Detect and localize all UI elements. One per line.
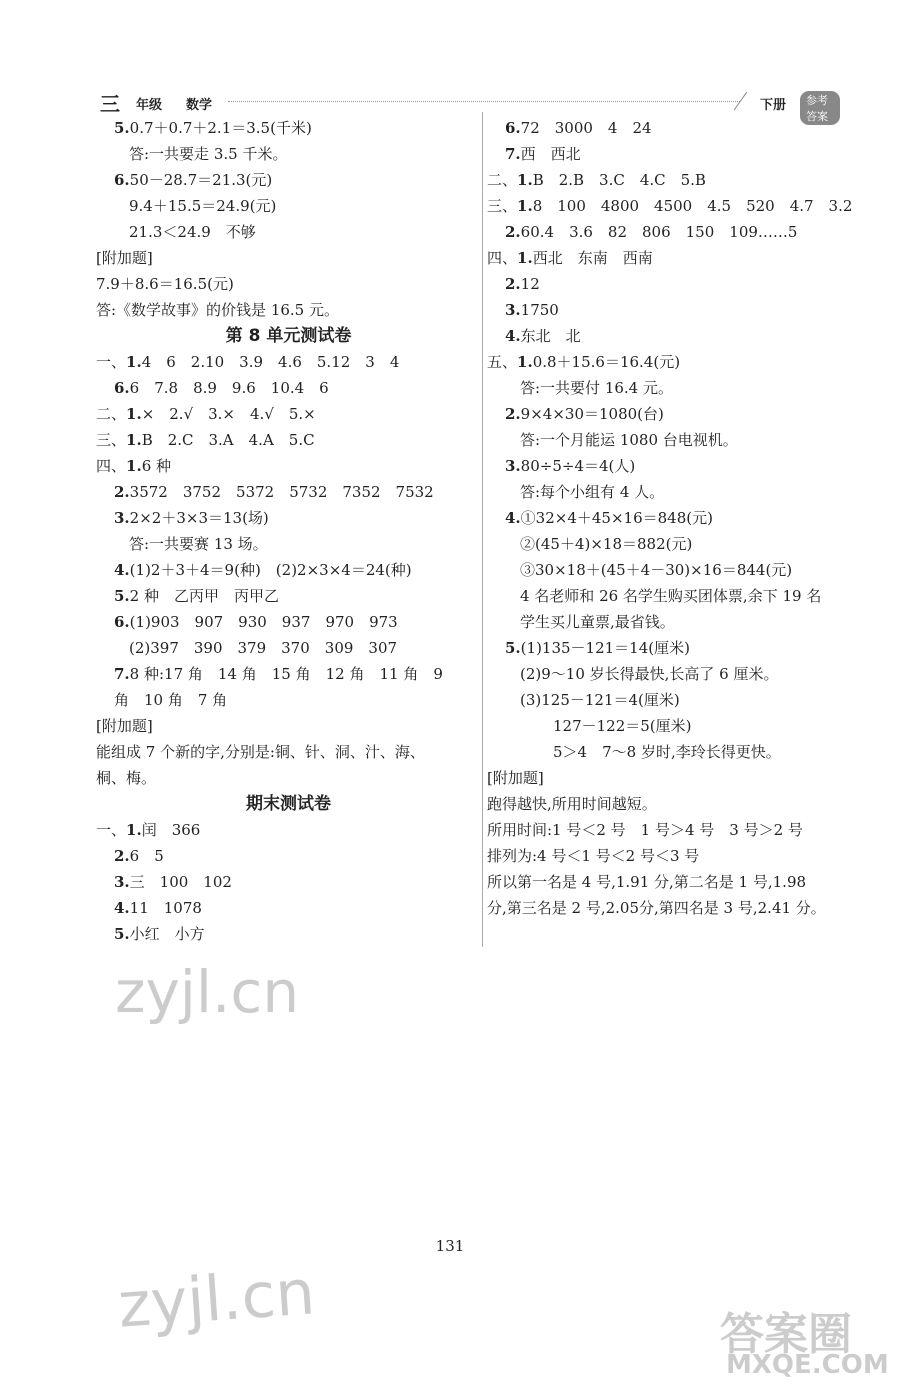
question-number: 5.	[114, 925, 130, 943]
answer-text: 6 7.8 8.9 9.6 10.4 6	[129, 379, 329, 397]
answer-text: 能组成 7 个新的字,分别是:铜、针、洞、汁、海、	[96, 743, 425, 761]
watermark-logo: MXQE.COM	[726, 1350, 889, 1380]
question-number: 3.	[114, 509, 130, 527]
answer-text: ②(45＋4)×18＝882(元)	[520, 535, 693, 553]
answer-line	[487, 895, 867, 921]
question-number: 7.	[505, 145, 521, 163]
answer-line	[96, 843, 481, 869]
question-number: 1.	[126, 821, 142, 839]
answer-text: ①32×4＋45×16＝848(元)	[520, 509, 713, 527]
answer-text: (1)2＋3＋4＝9(种) (2)2×3×4＝24(种)	[129, 561, 412, 579]
answer-text: 分,第三名是 2 号,2.05分,第四名是 3 号,2.41 分。	[487, 899, 826, 917]
answer-text: 8 种:17 角 14 角 15 角 12 角 11 角 9	[129, 665, 443, 683]
header-subject: 数学	[186, 98, 213, 113]
answer-line	[487, 375, 867, 401]
answer-text: 答:一共要付 16.4 元。	[520, 379, 673, 397]
answer-text: 答:一个月能运 1080 台电视机。	[520, 431, 738, 449]
answer-line	[487, 869, 867, 895]
answer-line	[487, 349, 867, 375]
answer-line	[487, 635, 867, 661]
question-number: 6.	[114, 613, 130, 631]
answer-line	[487, 609, 867, 635]
answer-text: 50－28.7＝21.3(元)	[129, 171, 273, 189]
answer-line	[96, 245, 481, 271]
answer-text: 角 10 角 7 角	[114, 691, 228, 709]
answer-text: 4 6 2.10 3.9 4.6 5.12 3 4	[141, 353, 400, 371]
answer-line	[96, 583, 481, 609]
answer-text: 4 名老师和 26 名学生购买团体票,余下 19 名	[520, 587, 822, 605]
watermark-logo: zyjl.cn	[115, 958, 300, 1026]
answer-line	[487, 167, 867, 193]
watermark-logo: 答案圈	[720, 1309, 852, 1360]
header-volume: 下册	[760, 98, 787, 113]
header-rule	[228, 101, 740, 102]
answer-line	[96, 427, 481, 453]
answer-line	[96, 557, 481, 583]
header-badge: 参考答案	[800, 91, 840, 125]
answer-text: (3)125－121＝4(厘米)	[520, 691, 680, 709]
question-number: 1.	[517, 171, 533, 189]
answer-line	[487, 843, 867, 869]
watermark-logo: zyjl.cn	[115, 1255, 318, 1342]
answer-line	[96, 141, 481, 167]
answer-line	[487, 557, 867, 583]
answer-text: 期末测试卷	[246, 794, 331, 814]
answer-text: 5＞4 7～8 岁时,李玲长得更快。	[553, 743, 781, 761]
answer-line	[487, 141, 867, 167]
answer-text: 所用时间:1 号＜2 号 1 号＞4 号 3 号＞2 号	[487, 821, 803, 839]
page-header	[100, 88, 840, 123]
answer-line	[487, 297, 867, 323]
column-divider	[482, 112, 483, 947]
answer-line	[96, 661, 481, 687]
answer-text: × 2.√ 3.× 4.√ 5.×	[141, 405, 316, 423]
answer-text: 桐、梅。	[96, 769, 157, 787]
answer-line	[487, 531, 867, 557]
question-number: 6.	[505, 119, 521, 137]
section-prefix: 四、	[487, 249, 518, 267]
answer-line	[487, 323, 867, 349]
answer-text: 6 种	[141, 457, 171, 475]
answer-line	[96, 479, 481, 505]
answer-text: 西 西北	[520, 145, 581, 163]
answer-line	[96, 635, 481, 661]
answer-text: 跑得越快,所用时间越短。	[487, 795, 657, 813]
answer-text: 60.4 3.6 82 806 150 109……5	[520, 223, 798, 241]
answer-text: [附加题]	[96, 717, 153, 735]
answer-text: 0.8＋15.6＝16.4(元)	[532, 353, 681, 371]
answer-line	[487, 479, 867, 505]
answer-line	[96, 739, 481, 765]
answer-line	[96, 297, 481, 323]
answer-line	[487, 765, 867, 791]
answer-text: (2)397 390 379 370 309 307	[129, 639, 398, 657]
header-grade-label: 年级	[136, 98, 163, 113]
answer-text: 西北 东南 西南	[532, 249, 653, 267]
answer-line	[487, 713, 867, 739]
question-number: 2.	[505, 275, 521, 293]
answer-line	[487, 193, 867, 219]
answer-text: 8 100 4800 4500 4.5 520 4.7 3.2	[532, 197, 853, 215]
answer-text: 2×2＋3×3＝13(场)	[129, 509, 269, 527]
section-prefix: 二、	[96, 405, 127, 423]
answer-text: 21.3＜24.9 不够	[129, 223, 256, 241]
section-prefix: 一、	[96, 821, 127, 839]
question-number: 3.	[505, 457, 521, 475]
answer-text: 所以第一名是 4 号,1.91 分,第二名是 1 号,1.98	[487, 873, 807, 891]
section-prefix: 五、	[487, 353, 518, 371]
answer-line	[96, 921, 481, 947]
answer-text: 6 5	[129, 847, 164, 865]
answer-text: ③30×18＋(45＋4－30)×16＝844(元)	[520, 561, 793, 579]
answer-text: (1)135－121＝14(厘米)	[520, 639, 690, 657]
answer-line	[96, 505, 481, 531]
question-number: 1.	[126, 431, 142, 449]
answer-text: (2)9～10 岁长得最快,长高了 6 厘米。	[520, 665, 779, 683]
answer-line	[96, 401, 481, 427]
answer-text: 127－122＝5(厘米)	[553, 717, 692, 735]
header-grade: 三	[100, 92, 120, 116]
answer-text: 3572 3752 5372 5732 7352 7532	[129, 483, 434, 501]
answer-line	[96, 817, 481, 843]
answer-text: 小红 小方	[129, 925, 205, 943]
answer-line	[96, 609, 481, 635]
answer-line	[96, 713, 481, 739]
answer-line	[487, 739, 867, 765]
answer-text: 答:每个小组有 4 人。	[520, 483, 665, 501]
answer-line	[487, 401, 867, 427]
answer-line	[487, 687, 867, 713]
answer-line	[96, 219, 481, 245]
section-prefix: 三、	[96, 431, 127, 449]
answer-text: 0.7＋0.7＋2.1＝3.5(千米)	[129, 119, 312, 137]
question-number: 1.	[517, 197, 533, 215]
section-prefix: 一、	[96, 353, 127, 371]
answer-text: [附加题]	[96, 249, 153, 267]
right-column	[487, 115, 867, 921]
answer-line	[487, 583, 867, 609]
question-number: 1.	[517, 249, 533, 267]
answer-line	[96, 765, 481, 791]
question-number: 2.	[114, 847, 130, 865]
question-number: 1.	[517, 353, 533, 371]
question-number: 4.	[114, 899, 130, 917]
answer-line	[487, 791, 867, 817]
page-number: 131	[435, 1237, 465, 1255]
answer-line	[487, 245, 867, 271]
answer-line	[96, 115, 481, 141]
answer-line	[96, 271, 481, 297]
answer-text: 答:《数学故事》的价钱是 16.5 元。	[96, 301, 339, 319]
question-number: 4.	[114, 561, 130, 579]
section-title	[96, 323, 481, 349]
answer-text: 12	[520, 275, 540, 293]
question-number: 2.	[505, 405, 521, 423]
question-number: 1.	[126, 405, 142, 423]
answer-text: 7.9＋8.6＝16.5(元)	[96, 275, 234, 293]
answer-text: B 2.B 3.C 4.C 5.B	[532, 171, 706, 189]
question-number: 6.	[114, 379, 130, 397]
question-number: 3.	[505, 301, 521, 319]
answer-text: 排列为:4 号＜1 号＜2 号＜3 号	[487, 847, 700, 865]
question-number: 4.	[505, 327, 521, 345]
question-number: 2.	[505, 223, 521, 241]
answer-text: 答:一共要赛 13 场。	[129, 535, 268, 553]
answer-line	[487, 219, 867, 245]
question-number: 1.	[126, 353, 142, 371]
answer-line	[96, 349, 481, 375]
answer-text: 1750	[520, 301, 559, 319]
answer-line	[96, 193, 481, 219]
question-number: 5.	[505, 639, 521, 657]
answer-text: 学生买儿童票,最省钱。	[520, 613, 675, 631]
question-number: 3.	[114, 873, 130, 891]
question-number: 6.	[114, 171, 130, 189]
left-column	[96, 115, 481, 947]
answer-line	[96, 869, 481, 895]
answer-line	[487, 817, 867, 843]
answer-line	[487, 115, 867, 141]
answer-text: 东北 北	[520, 327, 581, 345]
answer-line	[487, 427, 867, 453]
answer-text: 第 8 单元测试卷	[225, 326, 352, 346]
question-number: 1.	[126, 457, 142, 475]
answer-line	[487, 505, 867, 531]
answer-line	[96, 687, 481, 713]
question-number: 7.	[114, 665, 130, 683]
answer-line	[487, 271, 867, 297]
answer-text: 9.4＋15.5＝24.9(元)	[129, 197, 277, 215]
question-number: 2.	[114, 483, 130, 501]
section-prefix: 二、	[487, 171, 518, 189]
answer-line	[96, 453, 481, 479]
answer-text: 11 1078	[129, 899, 202, 917]
answer-text: 80÷5÷4＝4(人)	[520, 457, 636, 475]
section-title	[96, 791, 481, 817]
answer-text: 答:一共要走 3.5 千米。	[129, 145, 288, 163]
answer-text: B 2.C 3.A 4.A 5.C	[141, 431, 315, 449]
answer-text: 三 100 102	[129, 873, 232, 891]
answer-text: 2 种 乙丙甲 丙甲乙	[129, 587, 279, 605]
question-number: 4.	[505, 509, 521, 527]
question-number: 5.	[114, 587, 130, 605]
section-prefix: 三、	[487, 197, 518, 215]
section-prefix: 四、	[96, 457, 127, 475]
answer-line	[96, 531, 481, 557]
answer-line	[96, 895, 481, 921]
answer-line	[96, 167, 481, 193]
answer-text: 闰 366	[141, 821, 201, 839]
answer-text: (1)903 907 930 937 970 973	[129, 613, 398, 631]
answer-text: 9×4×30＝1080(台)	[520, 405, 664, 423]
answer-line	[96, 375, 481, 401]
answer-text: [附加题]	[487, 769, 544, 787]
answer-line	[487, 453, 867, 479]
answer-line	[487, 661, 867, 687]
answer-text: 72 3000 4 24	[520, 119, 652, 137]
question-number: 5.	[114, 119, 130, 137]
